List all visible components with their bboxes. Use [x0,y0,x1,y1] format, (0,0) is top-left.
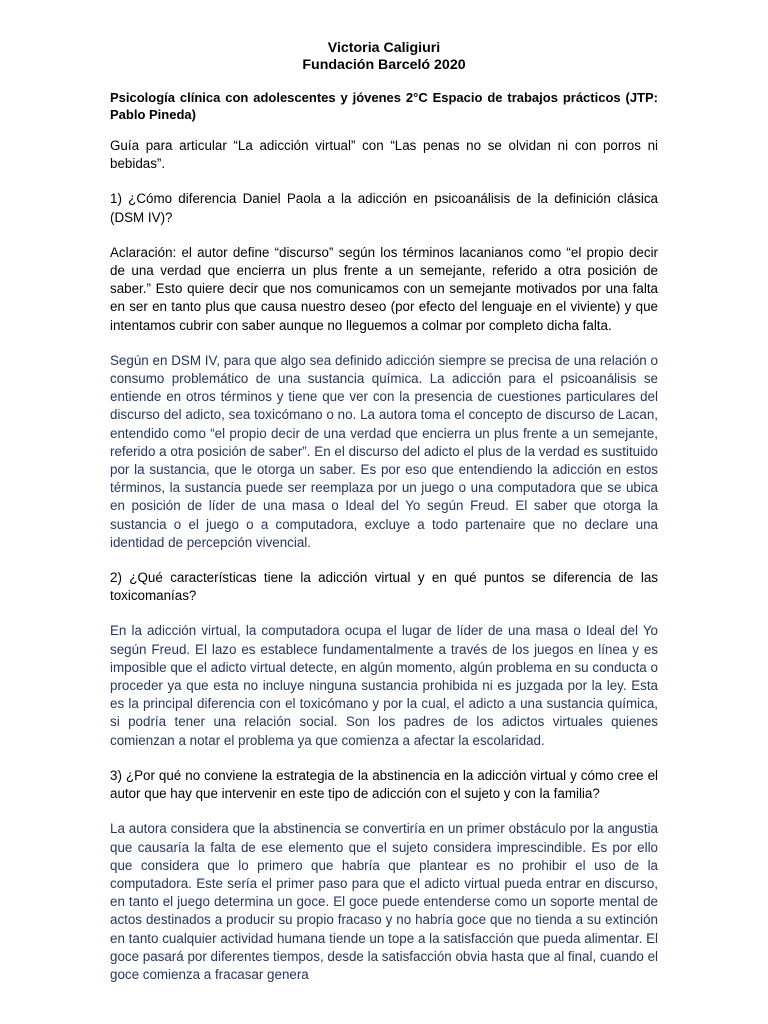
answer-2: En la adicción virtual, la computadora ocupa el lugar de líder de una masa o Ideal del Yo según Freud. El lazo es establece fundamentalmente a través de los juegos en línea y es imposible que el adicto virtual detecte, en algún momento, algún problema en su conducta o proceder ya que esta no incluye ninguna sustancia prohibida ni es juzgada por la ley. Esta es la principal diferencia con el toxicómano y por la cual, el adicto a una sustancia química, si podría tener una relación social. Son los padres de los adictos virtuales quienes comienzan a notar el problema ya que comienza a afectar la escolaridad. [110,623,658,748]
intro-paragraph: Guía para articular “La adicción virtual” con “Las penas no se olvidan ni con porros ni bebidas”. [110,138,658,172]
author-name: Victoria Caligiuri [327,40,441,56]
question-3: 3) ¿Por qué no conviene la estrategia de la abstinencia en la adicción virtual y cómo cree el autor que hay que intervenir en este tipo de adicción con el sujeto y con la familia? [110,767,658,802]
document-header [110,40,658,74]
answer-3: La autora considera que la abstinencia se convertiría en un primer obstáculo por la angustia que causaría la falta de ese elemento que el sujeto considera imprescindible. Es por ello que considera que lo primero que habría que plantear es no prohibir el uso de la computadora. Este sería el primer paso para que el adicto virtual pueda entrar en discurso, en tanto el juego determina un goce. El goce puede entenderse como un soporte mental de actos destinados a producir su propio fracaso y no habría goce que no tienda a su extinción en tanto cualquier actividad humana tiende un tope a la satisfacción que pueda alimentar. El goce pasará por diferentes tiempos, desde la satisfacción obvia hasta que al final, cuando el goce comienza a fracasar genera [110,821,658,982]
question-2: 2) ¿Qué características tiene la adicción virtual y en qué puntos se diferencia de las toxicomanías? [110,570,658,604]
institution-name: Fundación Barceló 2020 [302,57,466,73]
answer-1: Según en DSM IV, para que algo sea definido adicción siempre se precisa de una relación o consumo problemático de una sustancia química. La adicción para el psicoanálisis se entiende en otros términos y tiene que ver con la presencia de cuestiones particulares del discurso del adicto, sea toxicómano o no. La autora toma el concepto de discurso de Lacan, entendido como “el propio decir de una verdad que encierra un plus frente a un semejante, referido a otra posición de saber”. En el discurso del adicto el plus de la verdad es sustituido por la sustancia, que le otorga un saber. Es por eso que entendiendo la adicción en estos términos, la sustancia puede ser reemplaza por un juego o una computadora que se ubica en posición de líder de una masa o Ideal del Yo según Freud. El saber que otorga la sustancia o el juego o a computadora, excluye a todo partenaire que no declare una identidad de percepción vivencial. [110,352,658,550]
course-subtitle: Psicología clínica con adolescentes y jóvenes 2°C Espacio de trabajos prácticos (JTP: Pablo Pineda) [110,90,658,122]
aclaracion-paragraph: Aclaración: el autor define “discurso” según los términos lacanianos como “el propio decir de una verdad que encierra un plus frente a un semejante, referido a otra posición de saber.” Esto quiere decir que nos comunicamos con un semejante motivados por una falta en ser en tanto plus que causa nuestro deseo (por efecto del lenguaje en el viviente) y que intentamos cubrir con saber aunque no lleguemos a colmar por completo dicha falta. [110,244,658,333]
question-1: 1) ¿Cómo diferencia Daniel Paola a la adicción en psicoanálisis de la definición clásica (DSM IV)? [110,191,658,225]
